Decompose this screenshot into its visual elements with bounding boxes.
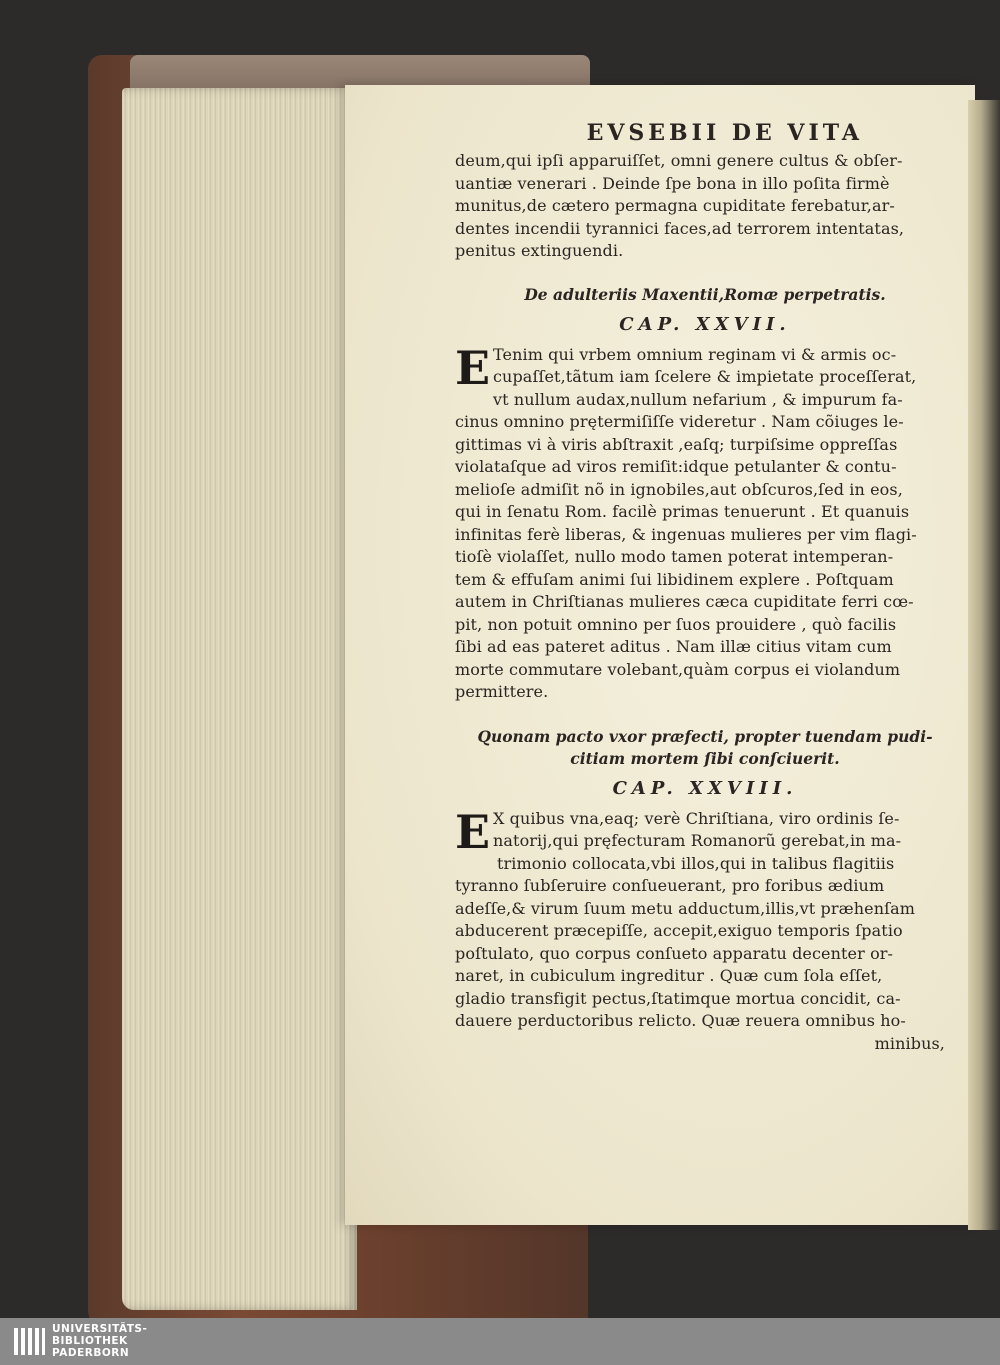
text-line: gladio transfigit pectus,ſtatimque mortua concidit, ca- bbox=[455, 988, 901, 1008]
text-line: X quibus vna,eaq; verè Chriſtiana, viro ordinis ſe- bbox=[493, 808, 900, 828]
text-line: violataſque ad viros remiſit:idque petulanter & contu- bbox=[455, 457, 897, 476]
text-line: melioſe admiſit nõ in ignobiles,aut obſcuros,ſed in eos, bbox=[455, 479, 903, 499]
text-line: morte commutare volebant,quàm corpus ei violandum bbox=[455, 659, 901, 679]
catchword: minibus, bbox=[874, 1033, 945, 1053]
text-line: gittimas vi à viris abſtraxit ,eaſq; turpiſsime oppreſſas bbox=[455, 434, 898, 454]
text-line: adeſſe,& virum ſuum metu adductum,illis,vt præhenſam bbox=[455, 898, 916, 918]
text-line: tioſè violaſſet, nullo modo tamen poterat intemperan- bbox=[455, 547, 894, 566]
logo-line: BIBLIOTHEK bbox=[52, 1335, 128, 1347]
logo-line: PADERBORN bbox=[52, 1347, 130, 1359]
page-edges bbox=[122, 88, 357, 1310]
chapter-number: CAP. XXVII. bbox=[619, 313, 791, 335]
text-line: deum,qui ipſi apparuiſſet, omni genere cultus & obſer- bbox=[455, 151, 903, 170]
text-line: poſtulato, quo corpus conſueto apparatu decenter or- bbox=[455, 943, 894, 963]
text-line: cupaſſet,tãtum iam ſcelere & impietate proceſſerat, bbox=[493, 367, 917, 386]
chapter-number: CAP. XXVIII. bbox=[612, 777, 798, 799]
text-line: ſibi ad eas pateret aditus . Nam illæ citius vitam cum bbox=[455, 637, 892, 656]
chapter-paragraph bbox=[455, 340, 955, 704]
text-line: natorij,qui pręfecturam Romanorũ gerebat,in ma- bbox=[493, 831, 902, 850]
chapter-paragraph bbox=[455, 804, 955, 1056]
drop-initial: E bbox=[455, 804, 491, 859]
logo-line: UNIVERSITÄTS- bbox=[52, 1323, 148, 1335]
page-text bbox=[455, 117, 955, 1055]
text-line: pit, non potuit omnino per ſuos prouidere , quò facilis bbox=[455, 614, 897, 634]
text-line: Tenim qui vrbem omnium reginam vi & armis oc- bbox=[493, 344, 897, 364]
text-line: naret, in cubiculum ingreditur . Quæ cum ſola eſſet, bbox=[455, 966, 883, 985]
text-line: dentes incendii tyrannici faces,ad terrorem intentatas, bbox=[455, 218, 905, 238]
text-line: permittere. bbox=[455, 682, 549, 701]
text-line: dauere perductoribus relicto. Quæ reuera omnibus ho- bbox=[455, 1011, 906, 1030]
text-line: infinitas ferè liberas, & ingenuas mulieres per vim flagi- bbox=[455, 524, 917, 544]
text-line: autem in Chriſtianas mulieres cæca cupiditate ferri cœ- bbox=[455, 592, 914, 611]
chapter-title: De adulteriis Maxentii,Romæ perpetratis. bbox=[524, 284, 886, 304]
text-line: vt nullum audax,nullum nefarium , & impurum fa- bbox=[493, 389, 903, 409]
running-head: EVSEBII DE VITA bbox=[586, 120, 863, 146]
text-line: tyranno ſubſeruire conſueuerant, pro foribus ædium bbox=[455, 876, 885, 895]
library-logo-text bbox=[52, 1323, 147, 1359]
opening-paragraph bbox=[455, 150, 955, 263]
text-line: uantiæ venerari . Deinde ſpe bona in illo poſita firmè bbox=[455, 173, 890, 193]
library-logo-icon bbox=[10, 1324, 46, 1359]
chapter-title: citiam mortem ſibi conſciuerit. bbox=[570, 748, 840, 768]
text-line: tem & effuſam animi ſui libidinem explere . Poſtquam bbox=[455, 569, 894, 589]
text-line: penitus extinguendi. bbox=[455, 241, 624, 260]
chapter-title: Quonam pacto vxor præfecti, propter tuendam pudi- bbox=[477, 726, 933, 746]
text-line: qui in ſenatu Rom. facilè primas tenuerunt . Et quanuis bbox=[455, 502, 910, 521]
page-gutter bbox=[968, 100, 1000, 1230]
drop-initial: E bbox=[455, 340, 491, 395]
text-line: trimonio collocata,vbi illos,qui in talibus flagitiis bbox=[497, 853, 895, 873]
text-line: cinus omnino prętermiſiſſe videretur . Nam cõiuges le- bbox=[455, 412, 904, 431]
text-line: abducerent præcepiſſe, accepit,exiguo temporis ſpatio bbox=[455, 921, 903, 940]
library-logo-bar bbox=[0, 1318, 1000, 1365]
text-line: munitus,de cætero permagna cupiditate ferebatur,ar- bbox=[455, 196, 895, 215]
